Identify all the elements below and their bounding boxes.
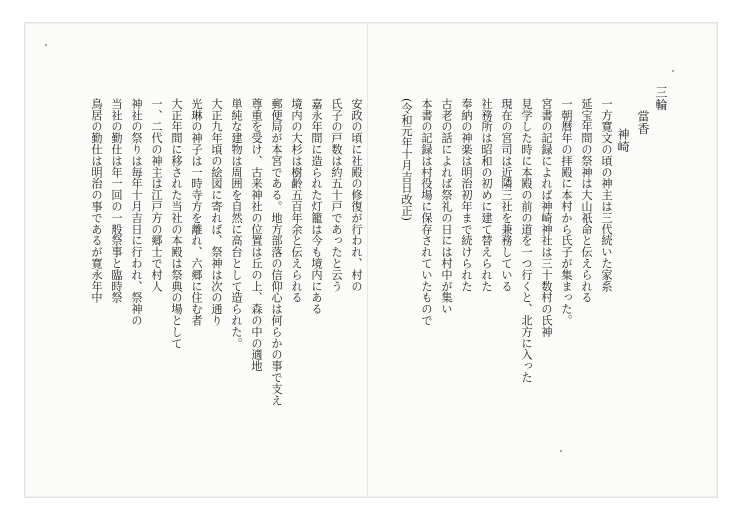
text-column: 社務所は昭和の初めに建て替えられた [480, 98, 493, 292]
text-column: 嘉永年間に造られた灯籠は今も境内にある [310, 98, 323, 315]
text-column: 一朝暦年の拝殿に本村から氏子が集まった。 [560, 98, 573, 326]
text-column: 安政の頃に社殿の修復が行われ、村の [350, 98, 363, 292]
text-column: 古老の話によれば祭礼の日には村中が集い [440, 98, 453, 315]
text-column: 光琳の神子は一時寺方を離れ、六郷に住む者 [190, 98, 203, 326]
text-column: 大正九年頃の絵図に寄れば、祭神は次の通り [210, 98, 223, 326]
text-column: 当社の勤仕は年一回の一般祭事と臨時祭 [110, 98, 123, 304]
text-column: (令和元年十月吉日改正) [400, 98, 413, 222]
paper-speck [45, 44, 47, 46]
text-column: 尊重を受け、古来神社の位置は丘の上、森の中の適地 [250, 98, 263, 372]
paper-speck [672, 70, 674, 72]
page-fold-line [367, 22, 368, 496]
text-column: 延宝年間の祭神は大山祇命と伝えられる [580, 98, 593, 304]
text-column: 奉納の神楽は明治初年まで続けられた [460, 98, 473, 292]
text-column: 郵便局が本宮である。地方部落の信仰心は何らかの事で支え [270, 98, 283, 406]
text-column: 見学した時に本殿の前の道を一つ行くと、北方に入った [520, 98, 533, 383]
document-title: 神崎 [616, 128, 630, 153]
text-column: 宮書の記録によれば神崎神社は三十数村の氏神 [540, 98, 553, 338]
paper-sheet [24, 22, 718, 498]
text-column: 鳥居の勤仕は明治の事であるが寛永年中 [90, 98, 103, 304]
text-column: 現在の宮司は近隣三社を兼務している [500, 98, 513, 292]
document-subheader: 當香 [636, 110, 650, 135]
text-column: 本書の記録は村役場に保存されていたもので [420, 98, 433, 326]
text-column: 単純な建物は周囲を自然に高台として造られた。 [230, 98, 243, 349]
text-column: 一方寛文の頃の神主は三代続いた家系 [600, 98, 613, 292]
text-column: 一、二代の神主は江戸方の郷士で村人 [150, 98, 163, 292]
paper-speck [560, 450, 562, 452]
text-column: 氏子の戸数は約五十戸であったと云う [330, 98, 343, 292]
document-header: 三輪 [654, 86, 668, 111]
text-column: 神社の祭りは毎年十月吉日に行われ、祭神の [130, 98, 143, 326]
text-column: 境内の大杉は樹齢五百年余と伝えられる [290, 98, 303, 304]
text-column: 大正年間に移された当社の本殿は祭典の場として [170, 98, 183, 349]
